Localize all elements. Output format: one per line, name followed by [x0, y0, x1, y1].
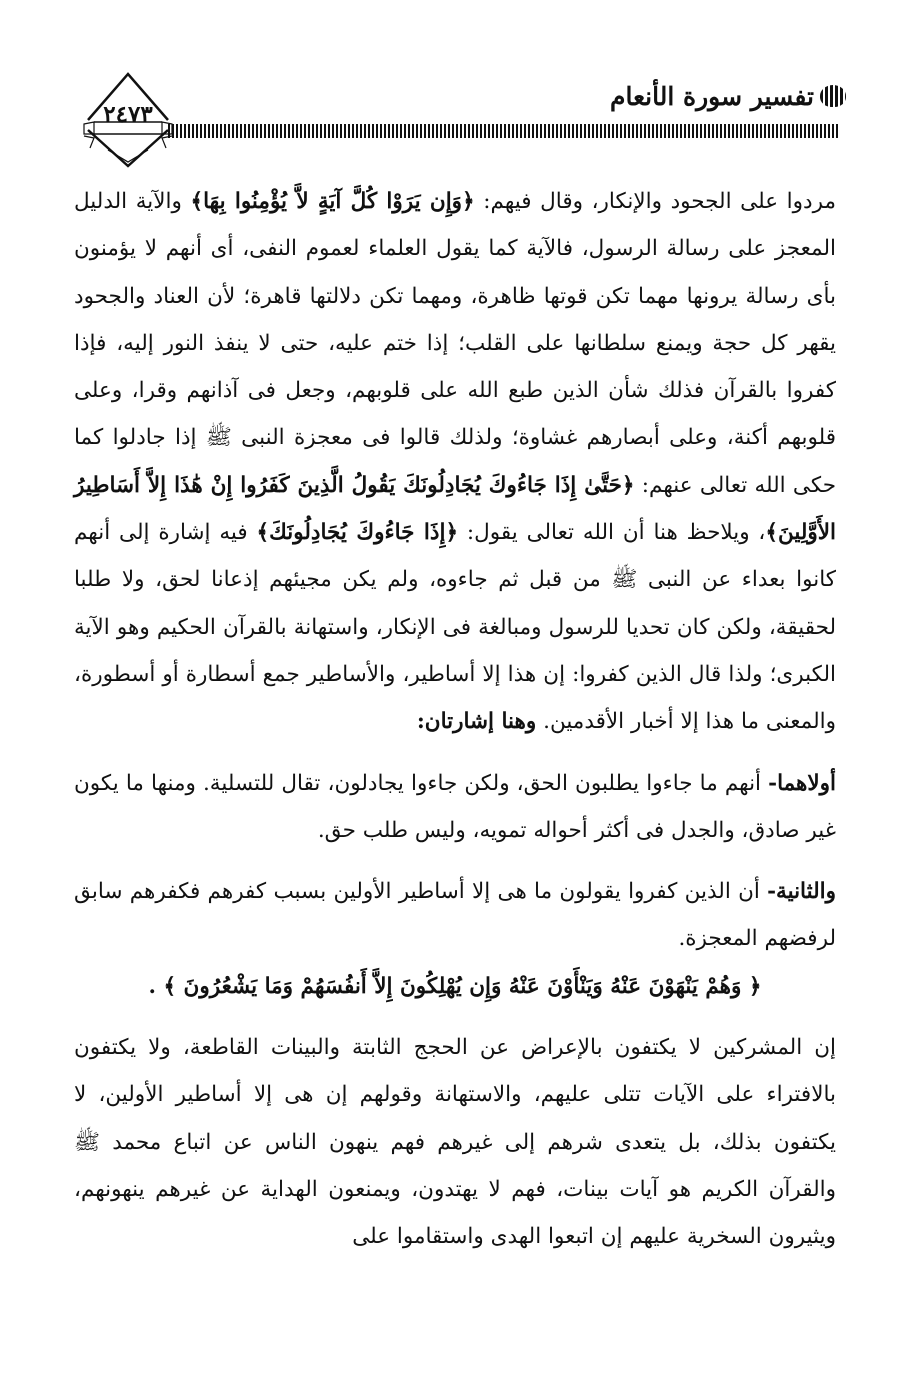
- header-rule: [168, 124, 838, 138]
- text-run: والآية الدليل المعجز على رسالة الرسول، فالآية كما يقول العلماء لعموم النفى، أى أنهم لا يؤمنون بأى رسالة يرونها مهما تكن قوتها ظاهرة، ومهما تكن دلالتها قاهرة؛ لأن العناد والجحود يقهر كل حجة ويمنع سلطانها على القلب؛ إذا ختم عليه، حتى لا ينفذ النور إليه، فإذا كفروا بالقرآن فذلك شأن الذين طبع الله على قلوبهم، وجعل فى آذانهم وقرا، وعلى قلوبهم أكنة، وعلى أبصارهم غشاوة؛ ولذلك قالوا فى معجزة النبى ﷺ إذا جادلوا كما حكى الله تعالى عنهم:: [74, 189, 836, 498]
- text-run: فيه إشارة إلى أنهم كانوا بعداء عن النبى ﷺ من قبل ثم جاءوه، ولم يكن مجيئهم إذعانا لحق، ولا طلبا لحقيقة، ولكن كان تحديا للرسول ومبالغة فى الإنكار، واستهانة بالقرآن الحكيم وهو الآية الكبرى؛ ولذا قال الذين كفروا: إن هذا إلا أساطير، والأساطير جمع أسطارة أو أسطورة، والمعنى ما هذا إلا أخبار الأقدمين.: [74, 520, 836, 735]
- page-number: ٢٤٧٣: [103, 101, 153, 128]
- running-title: تفسير سورة الأنعام: [610, 82, 814, 111]
- paragraph-4: [74, 963, 836, 1010]
- text-run: مردوا على الجحود والإنكار، وقال فيهم:: [474, 189, 836, 214]
- lead-phrase: أولاهما-: [768, 770, 836, 796]
- text-run: إن المشركين لا يكتفون بالإعراض عن الحجج الثابتة والبينات القاطعة، ولا يكتفون بالافتراء على الآيات تتلى عليهم، والاستهانة وقولهم إن هى إلا أساطير الأولين، لا يكتفون بذلك، بل يتعدى شرهم إلى غيرهم فهم ينهون الناس عن اتباع محمد ﷺ والقرآن الكريم هو آيات بينات، فهم لا يهتدون، ويمنعون الهداية عن غيرهم ينهونهم، ويثيرون السخرية عليهم إن اتبعوا الهدى واستقاموا على: [74, 1035, 836, 1250]
- quran-verse: ﴿ وَهُمْ يَنْهَوْنَ عَنْهُ وَيَنْأَوْنَ عَنْهُ وَإِن يُهْلِكُونَ إِلاَّ أَنفُسَهُمْ وَمَا يَشْعُرُونَ ﴾ .: [148, 973, 762, 999]
- paragraph-5: [74, 1024, 836, 1260]
- page-number-badge: [82, 68, 174, 168]
- text-run: أن الذين كفروا يقولون ما هى إلا أساطير الأولين بسبب كفرهم فكفرهم سابق لرفضهم المعجزة.: [74, 879, 836, 952]
- ornament-icon: [820, 85, 846, 107]
- lead-phrase: وهنا إشارتان:: [416, 709, 537, 735]
- lead-phrase: والثانية-: [767, 879, 836, 905]
- paragraph-1: [74, 178, 836, 746]
- quran-verse: ﴿حَتَّىٰ إِذَا جَاءُوكَ يُجَادِلُونَكَ يَقُولُ الَّذِينَ كَفَرُوا إِنْ هَٰذَا إِلاَّ أَسَاطِيرُ الأَوَّلِينَ﴾: [74, 472, 836, 546]
- text-run: أنهم ما جاءوا يطلبون الحق، ولكن جاءوا يجادلون، تقال للتسلية. ومنها ما يكون غير صادق، والجدل فى أكثر أحواله تمويه، وليس طلب حق.: [74, 770, 836, 843]
- body-text: [74, 178, 836, 1261]
- paragraph-3: [74, 868, 836, 963]
- page-header: [70, 60, 860, 170]
- paragraph-2: [74, 760, 836, 855]
- text-run: ، ويلاحظ هنا أن الله تعالى يقول:: [458, 520, 766, 546]
- quran-verse: ﴿إِذَا جَاءُوكَ يُجَادِلُونَكَ﴾: [256, 520, 459, 546]
- quran-verse: ﴿وَإِن يَرَوْا كُلَّ آيَةٍ لاَّ يُؤْمِنُوا بِهَا﴾: [190, 189, 475, 214]
